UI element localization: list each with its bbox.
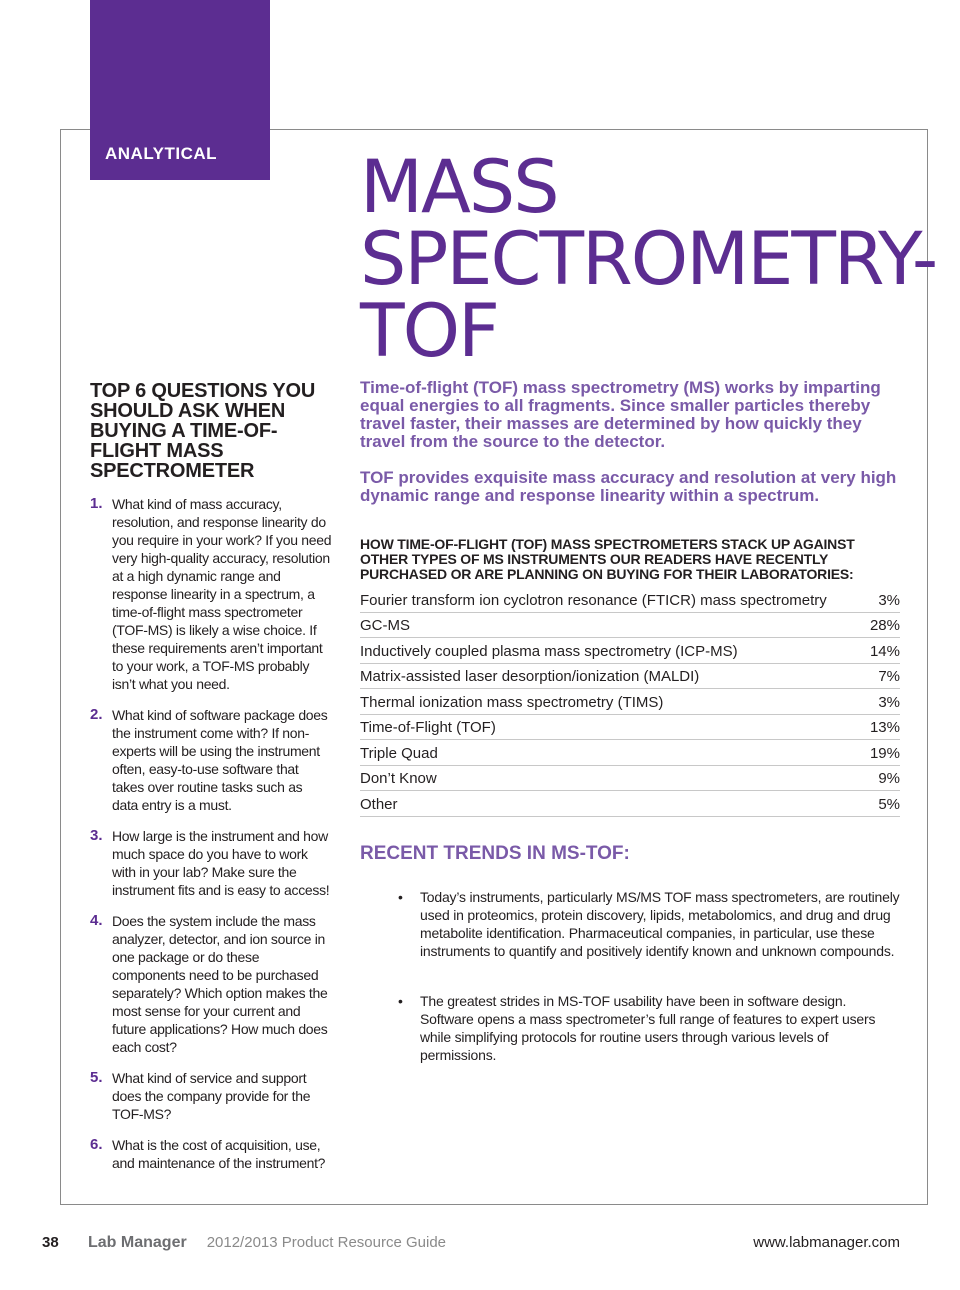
section-tab (90, 0, 270, 180)
row-label: Time-of-Flight (TOF) (360, 719, 496, 736)
intro-paragraph: TOF provides exquisite mass accuracy and resolution at very high dynamic range and response linearity within a spectrum. (360, 468, 897, 505)
question-text: What kind of software package does the instrument come with? If non-experts will be using the instrument often, easy-to-use software that takes over routine tasks such as data entry is a must. (112, 707, 328, 813)
list-item (398, 888, 900, 960)
table-row (360, 664, 900, 690)
row-value: 9% (878, 770, 900, 787)
trends-heading: RECENT TRENDS IN MS-TOF: (360, 843, 630, 864)
question-number: 5. (90, 1069, 103, 1086)
trend-text: The greatest strides in MS-TOF usability have been in software design. Software opens a mass spectrometer’s full range of features to expert users while simplifying protocols for routine users through various levels of permissions. (420, 993, 876, 1063)
question-item (90, 495, 332, 693)
question-text: Does the system include the mass analyzer, detector, and ion source in one package or do these components need to be purchased separately? Which option makes the most sense for your current and future applications? How much does each cost? (112, 913, 328, 1055)
bullet-icon: • (398, 993, 403, 1009)
table-row (360, 638, 900, 664)
publication-name: Lab Manager (88, 1234, 187, 1251)
row-value: 13% (869, 719, 900, 736)
page-footer (42, 1234, 900, 1252)
intro (360, 379, 900, 523)
table-row (360, 587, 900, 613)
table-row (360, 715, 900, 741)
question-text: What is the cost of acquisition, use, and maintenance of the instrument? (112, 1137, 326, 1171)
question-number: 1. (90, 495, 103, 512)
table-row (360, 613, 900, 639)
row-label: Inductively coupled plasma mass spectrometry (ICP-MS) (360, 642, 738, 660)
survey-table (360, 587, 900, 817)
row-value: 19% (869, 744, 900, 762)
question-number: 3. (90, 827, 103, 844)
questions-sidebar (90, 381, 332, 1185)
table-row (360, 689, 900, 715)
table-row (360, 791, 900, 817)
page-number: 38 (42, 1234, 59, 1251)
sidebar-heading: TOP 6 QUESTIONS YOU SHOULD ASK WHEN BUYING A TIME-OF-FLIGHT MASS SPECTROMETER (90, 380, 316, 482)
question-item (90, 1136, 332, 1172)
bullet-icon: • (398, 889, 403, 905)
website-link[interactable]: www.labmanager.com (753, 1234, 900, 1251)
table-row (360, 766, 900, 792)
title-line: MASS (360, 145, 558, 230)
row-value: 14% (869, 642, 900, 660)
row-value: 3% (878, 693, 900, 711)
questions-list (90, 495, 332, 1172)
article-title (360, 145, 937, 374)
row-value: 7% (878, 668, 900, 685)
guide-title: 2012/2013 Product Resource Guide (206, 1234, 447, 1251)
row-label: Don’t Know (360, 770, 437, 787)
row-value: 3% (878, 591, 900, 609)
question-item (90, 1069, 332, 1123)
row-label: GC-MS (360, 617, 410, 634)
row-label: Fourier transform ion cyclotron resonance (FTICR) mass spectrometry (360, 591, 827, 609)
question-item (90, 706, 332, 814)
survey-table-heading: HOW TIME-OF-FLIGHT (TOF) MASS SPECTROMETERS STACK UP AGAINST OTHER TYPES OF MS INSTRUMENTS OUR READERS HAVE RECENTLY PURCHASED OR ARE PLANNING ON BUYING FOR THEIR LABORATORIES: (360, 536, 855, 582)
question-number: 4. (90, 912, 103, 929)
question-number: 6. (90, 1136, 103, 1153)
list-item (398, 992, 900, 1064)
trend-text: Today’s instruments, particularly MS/MS TOF mass spectrometers, are routinely used in proteomics, protein discovery, lipids, metabolomics, and drug and drug metabolite identification. Pharmaceutical companies, in particular, use these instruments to quantify and positively identify known and unknown compounds. (420, 889, 900, 959)
row-label: Other (360, 795, 398, 813)
row-value: 5% (878, 795, 900, 813)
row-label: Matrix-assisted laser desorption/ionization (MALDI) (360, 668, 700, 685)
table-row (360, 740, 900, 766)
question-number: 2. (90, 706, 103, 723)
trends-list (398, 888, 900, 1096)
title-line: TOF (360, 289, 499, 374)
question-text: How large is the instrument and how much space do you have to work with in your lab? Make sure the instrument fits and is easy to access! (112, 828, 330, 898)
intro-paragraph: Time-of-flight (TOF) mass spectrometry (MS) works by imparting equal energies to all fragments. Since smaller particles thereby travel faster, their masses are determined by how quickly they travel from the source to the detector. (360, 378, 881, 451)
question-item (90, 827, 332, 899)
row-label: Thermal ionization mass spectrometry (TIMS) (360, 693, 664, 711)
row-value: 28% (869, 617, 900, 634)
title-line: SPECTROMETRY- (360, 217, 937, 302)
question-text: What kind of service and support does the company provide for the TOF-MS? (112, 1070, 311, 1122)
question-text: What kind of mass accuracy, resolution, and response linearity do you require in your work? If you need very high-quality accuracy, resolution at a high dynamic range and response linearity in a spectrum, a time-of-flight mass spectrometer (TOF-MS) is likely a wise choice. If these requirements aren’t important to your work, a TOF-MS probably isn’t what you need. (112, 496, 332, 692)
question-item (90, 912, 332, 1056)
row-label: Triple Quad (360, 744, 438, 762)
section-label: ANALYTICAL (105, 144, 218, 163)
